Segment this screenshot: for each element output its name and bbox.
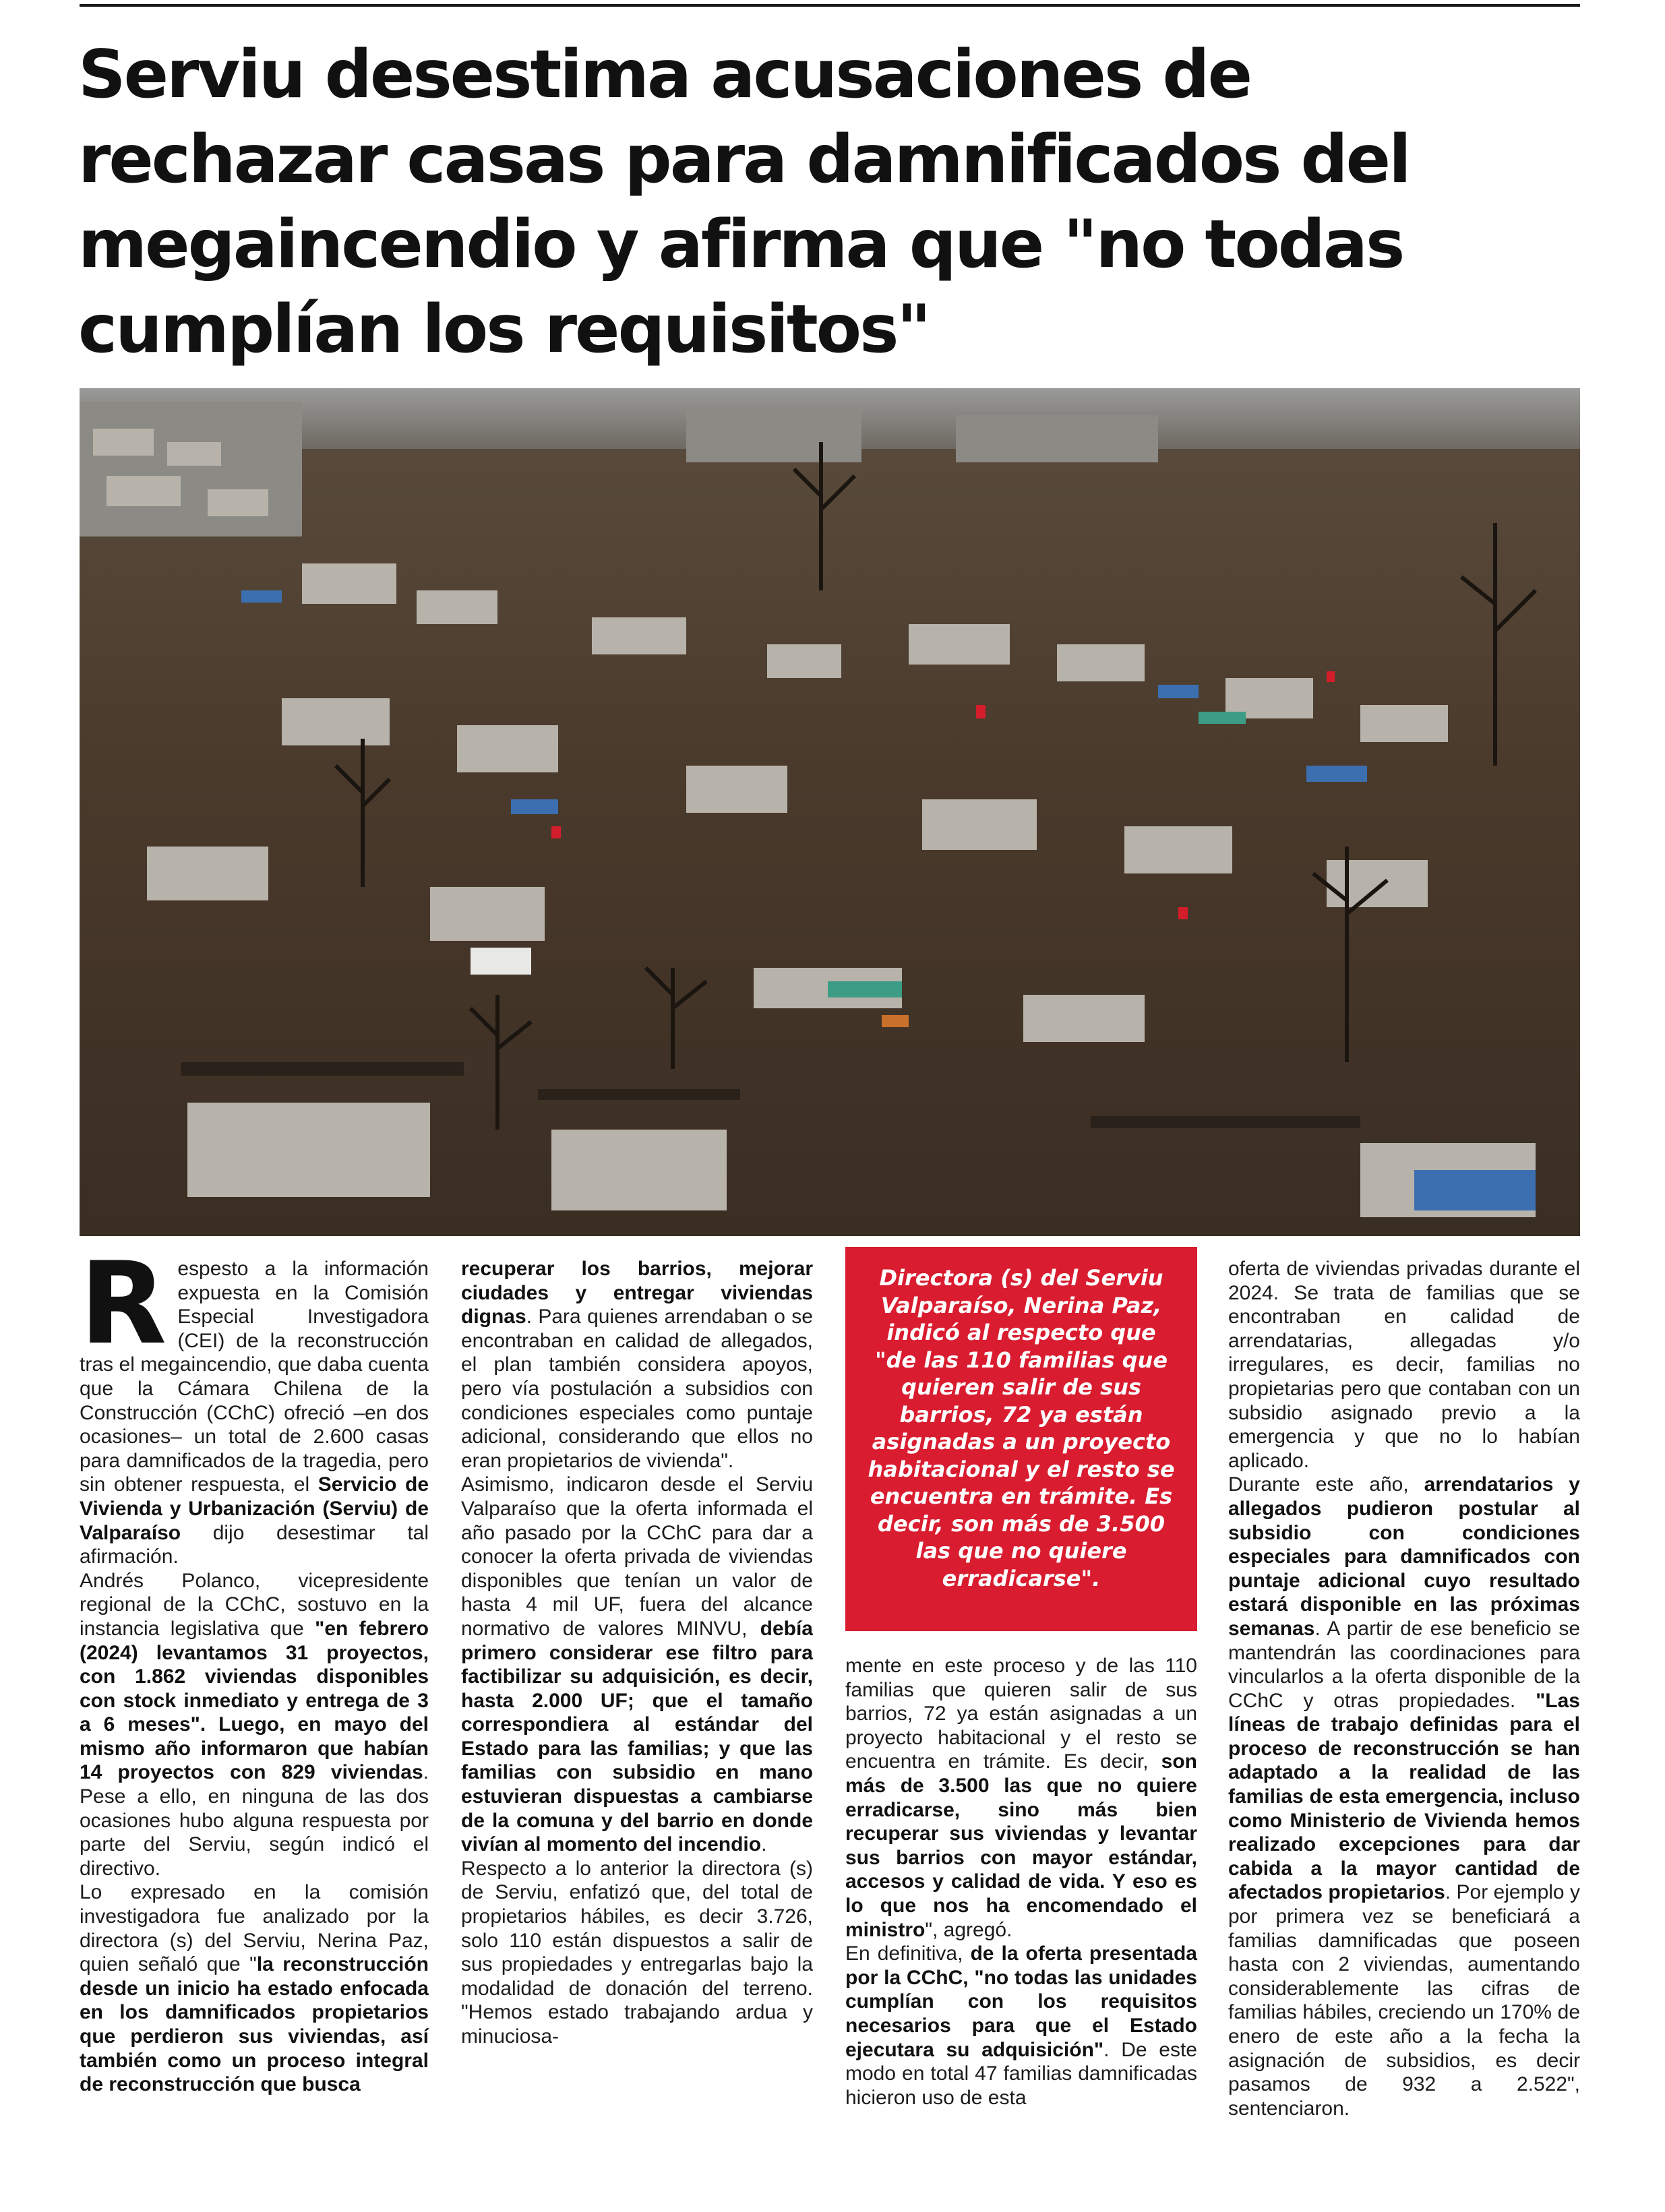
paragraph: recuperar los barrios, mejorar ciudades y entregar viviendas dignas. Para quienes arrendaban o se encontraban en calidad de allegados, el plan también considera apoyos, pero vía postulación a subsidios con condiciones especiales como puntaje adicional, considerando que ellos no eran propietarios de vivienda".: [461, 1258, 813, 1472]
burned-hillside-houses-photo: [80, 388, 1580, 1236]
paragraph: oferta de viviendas privadas durante el 2024. Se trata de familias que se encontraban en calidad de arrendatarias, allegadas y/o irregulares, es decir, familias no propietarias pero que contaban con un subsidio asignado previo a la emergencia y que no lo habían aplicado.: [1228, 1258, 1580, 1472]
photo-illustration: [80, 388, 1580, 1236]
headline-line-4: cumplían los requisitos": [78, 291, 930, 368]
paragraph: mente en este proceso y de las 110 familias que quieren salir de sus barrios, 72 ya están asignadas a un proyecto habitacional y el resto se encuentra en trámite. Es decir, son más de 3.500 las que no quiere erradicarse, sino más bien recuperar sus viviendas y levantar sus barrios con mayor estándar, accesos y calidad de vida. Y eso es lo que nos ha encomendado el ministro", agregó.: [845, 1655, 1197, 1941]
headline-line-1: Serviu desestima acusaciones de: [78, 36, 1251, 113]
paragraph: Andrés Polanco, vicepresidente regional de la CChC, sostuvo en la instancia legislativa que "en febrero (2024) levantamos 31 proyectos, con 1.862 viviendas disponibles con stock inmediato y entrega de 3 a 6 meses". Luego, en mayo del mismo año informaron que habían 14 proyectos con 829 viviendas. Pese a ello, en ninguna de las dos ocasiones hubo alguna respuesta por parte del Serviu, según indicó el directivo.: [80, 1569, 429, 1880]
paragraph: Lo expresado en la comisión investigadora fue analizado por la directora (s) del Serviu, Nerina Paz, quien señaló que "la reconstrucción desde un inicio ha estado enfocada en los damnificados propietarios que perdieron sus viviendas, así también como un proceso integral de reconstrucción que busca: [80, 1881, 429, 2096]
dropcap: R: [80, 1237, 167, 1370]
body-column-1: [80, 1237, 429, 2097]
headline: [78, 32, 1588, 372]
headline-line-3: megaincendio y afirma que "no todas: [78, 206, 1403, 283]
paragraph: espesto a la información expuesta en la Comisión Especial Investigadora (CEI) de la reconstrucción tras el megaincendio, que daba cuenta que la Cámara Chilena de la Construcción (CChC) ofreció –en dos ocasiones– un total de 2.600 casas para damnificados de la tragedia, pero sin obtener respuesta, el Servicio de Vivienda y Urbanización (Serviu) de Valparaíso dijo desestimar tal afirmación.: [80, 1258, 429, 1568]
headline-line-2: rechazar casas para damnificados del: [78, 121, 1410, 198]
body-column-2: [461, 1257, 813, 2049]
top-rule: [80, 4, 1580, 7]
pull-quote-text: Directora (s) del Serviu Valparaíso, Nerina Paz, indicó al respecto que "de las 110 familias que quieren salir de sus barrios, 72 ya están asignadas a un proyecto habitacional y el resto se encuentra en trámite. Es decir, son más de 3.500 las que no quiere erradicarse".: [868, 1265, 1175, 1591]
body-column-4: [1228, 1257, 1580, 2120]
pull-quote-box: [845, 1247, 1197, 1631]
paragraph: En definitiva, de la oferta presentada por la CChC, "no todas las unidades cumplían con los requisitos necesarios para que el Estado ejecutara su adquisición". De este modo en total 47 familias damnificadas hicieron uso de esta: [845, 1942, 1197, 2109]
body-column-3: [845, 1654, 1197, 2110]
paragraph: Durante este año, arrendatarios y allegados pudieron postular al subsidio con condiciones especiales para damnificados con puntaje adicional cuyo resultado estará disponible en las próximas semanas. A partir de ese beneficio se mantendrán las coordinaciones para vincularlos a la oferta disponible de la CChC y otras propiedades. "Las líneas de trabajo definidas para el proceso de reconstrucción se han adaptado a la realidad de las familias de esta emergencia, incluso como Ministerio de Vivienda hemos realizado excepciones para dar cabida a la mayor cantidad de afectados propietarios. Por ejemplo y por primera vez se beneficiará a familias damnificadas que poseen hasta con 2 viviendas, aumentando considerablemente las cifras de familias hábiles, creciendo un 170% de enero de este año a la fecha la asignación de subsidios, es decir pasamos de 932 a 2.522", sentenciaron.: [1228, 1473, 1580, 2120]
paragraph: Respecto a lo anterior la directora (s) de Serviu, enfatizó que, del total de propietarios hábiles, es decir 3.726, solo 110 están dispuestos a salir de sus propiedades y entregarlas bajo la modalidad de donación del terreno. "Hemos estado trabajando ardua y minuciosa-: [461, 1857, 813, 2048]
paragraph: Asimismo, indicaron desde el Serviu Valparaíso que la oferta informada el año pasado por la CChC para dar a conocer la oferta privada de viviendas disponibles que tenían un valor de hasta 4 mil UF, fuera del alcance normativo de valores MINVU, debía primero considerar ese filtro para factibilizar su adquisición, es decir, hasta 2.000 UF; que el tamaño correspondiera al estándar del Estado para las familias; y que las familias con subsidio en mano estuvieran dispuestas a cambiarse de la comuna y del barrio en donde vivían al momento del incendio.: [461, 1473, 813, 1856]
